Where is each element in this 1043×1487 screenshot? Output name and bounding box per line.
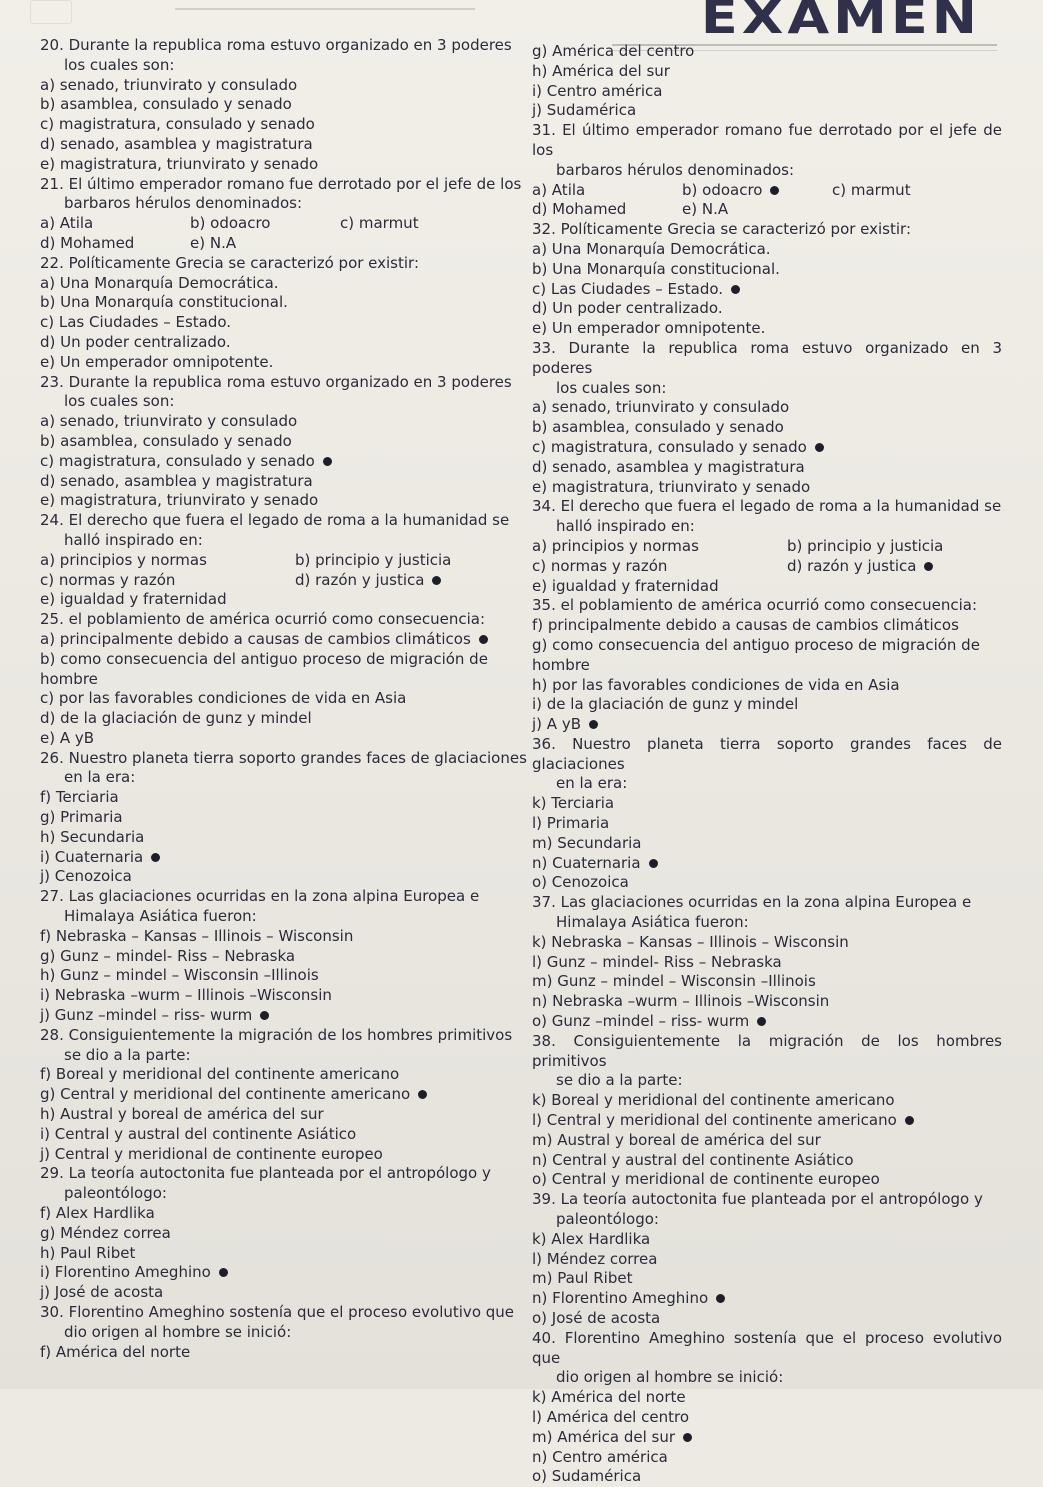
answer-mark-icon xyxy=(323,457,332,466)
answer-option[interactable]: h) Austral y boreal de américa del sur xyxy=(40,1105,324,1124)
answer-option[interactable]: b) principio y justicia xyxy=(787,536,944,555)
answer-option[interactable]: g) América del centro xyxy=(532,42,695,60)
answer-option[interactable]: e) Un emperador omnipotente. xyxy=(40,352,274,371)
answer-mark-icon xyxy=(683,1433,692,1442)
answer-option[interactable]: c) Las Ciudades – Estado. xyxy=(532,280,1002,300)
answer-mark-icon xyxy=(260,1011,269,1020)
answer-option[interactable]: m) América del sur xyxy=(532,1428,1002,1448)
left-column xyxy=(40,36,530,1362)
answer-option[interactable]: b) como consecuencia del antiguo proceso de migración de xyxy=(40,649,488,668)
answer-option[interactable]: c) magistratura, consulado y senado xyxy=(532,438,1002,458)
option-continuation[interactable]: hombre xyxy=(532,655,590,674)
question-text-cont: en la era: xyxy=(556,774,628,793)
question-q27 xyxy=(40,887,530,1026)
question-text-cont: dio origen al hombre se inició: xyxy=(556,1368,784,1387)
answer-option[interactable]: k) Boreal y meridional del continente americano xyxy=(532,1091,895,1110)
answer-mark-icon xyxy=(905,1116,914,1125)
answer-option[interactable]: k) Nebraska – Kansas – Illinois – Wisconsin xyxy=(532,932,849,951)
answer-mark-icon xyxy=(219,1268,228,1277)
answer-option[interactable]: e) magistratura, triunvirato y senado xyxy=(40,154,319,173)
question-text: 39. La teoría autoctonita fue planteada por el antropólogo y xyxy=(532,1190,983,1209)
answer-option-row xyxy=(532,557,1002,577)
answer-option[interactable]: d) razón y justica xyxy=(295,571,495,591)
answer-option[interactable]: c) magistratura, consulado y senado xyxy=(40,115,315,134)
question-text: 40. Florentino Ameghino sostenía que el proceso evolutivo que xyxy=(532,1328,1002,1367)
question-q39 xyxy=(532,1190,1002,1329)
answer-option[interactable]: d) de la glaciación de gunz y mindel xyxy=(40,709,312,728)
question-text: 33. Durante la republica roma estuvo organizado en 3 poderes xyxy=(532,338,1002,377)
answer-option[interactable]: c) Las Ciudades – Estado. xyxy=(40,313,232,332)
answer-mark-icon xyxy=(432,576,441,585)
question-text: 28. Consiguientemente la migración de los hombres primitivos xyxy=(40,1025,513,1044)
question-text-cont: los cuales son: xyxy=(556,378,667,397)
header-line xyxy=(175,8,475,20)
question-text: 35. el poblamiento de américa ocurrió como consecuencia: xyxy=(532,596,978,615)
question-text-cont: barbaros hérulos denominados: xyxy=(556,160,795,179)
answer-mark-icon xyxy=(757,1017,766,1026)
answer-option[interactable]: c) magistratura, consulado y senado xyxy=(40,452,530,472)
question-text: 29. La teoría autoctonita fue planteada por el antropólogo y xyxy=(40,1164,491,1183)
answer-option[interactable]: o) Central y meridional de continente europeo xyxy=(532,1170,880,1189)
question-q29 xyxy=(40,1164,530,1303)
question-q20 xyxy=(40,36,530,175)
answer-option[interactable]: e) magistratura, triunvirato y senado xyxy=(40,491,319,510)
answer-option[interactable]: o) José de acosta xyxy=(532,1309,661,1327)
question-q37 xyxy=(532,893,1002,1032)
answer-option[interactable]: b) Una Monarquía constitucional. xyxy=(40,293,288,312)
question-text-cont: paleontólogo: xyxy=(556,1210,659,1229)
answer-option[interactable]: d) razón y justica xyxy=(787,557,987,577)
question-q28 xyxy=(40,1026,530,1165)
question-q24 xyxy=(40,511,530,610)
answer-option[interactable]: c) marmut xyxy=(340,214,419,233)
school-logo xyxy=(30,0,72,24)
answer-option[interactable]: g) Central y meridional del continente americano xyxy=(40,1085,530,1105)
option-continuation[interactable]: hombre xyxy=(40,669,98,688)
question-q38 xyxy=(532,1032,1002,1190)
answer-option[interactable]: e) magistratura, triunvirato y senado xyxy=(532,477,811,496)
answer-option[interactable]: f) Terciaria xyxy=(40,788,119,807)
question-text: 32. Políticamente Grecia se caracterizó por existir: xyxy=(532,220,912,239)
question-q30 xyxy=(40,1303,530,1362)
question-text-cont: Himalaya Asiática fueron: xyxy=(64,907,257,926)
answer-option[interactable]: a) principios y normas xyxy=(532,536,699,555)
answer-option[interactable]: o) Sudamérica xyxy=(532,1467,642,1486)
answer-option[interactable]: m) Secundaria xyxy=(532,833,642,852)
answer-option-row xyxy=(40,214,530,234)
answer-option[interactable]: h) Paul Ribet xyxy=(40,1243,136,1262)
answer-option[interactable]: j) José de acosta xyxy=(40,1283,164,1302)
answer-mark-icon xyxy=(815,443,824,452)
answer-option[interactable]: m) Gunz – mindel – Wisconsin –Illinois xyxy=(532,972,816,991)
question-text-cont: los cuales son: xyxy=(64,392,175,411)
question-text: 24. El derecho que fuera el legado de roma a la humanidad se xyxy=(40,511,510,530)
answer-option[interactable]: b) odoacro xyxy=(682,181,832,201)
answer-option[interactable]: i) Nebraska –wurm – Illinois –Wisconsin xyxy=(40,986,332,1005)
answer-option[interactable]: d) Mohamed xyxy=(532,200,627,219)
question-q23 xyxy=(40,373,530,512)
answer-option[interactable]: j) Cenozoica xyxy=(40,867,132,886)
answer-option[interactable]: a) Atila xyxy=(532,180,586,199)
answer-option[interactable]: a) principios y normas xyxy=(40,550,207,569)
answer-option[interactable]: e) Un emperador omnipotente. xyxy=(532,319,766,338)
answer-option[interactable]: f) Nebraska – Kansas – Illinois – Wisconsin xyxy=(40,926,354,945)
answer-mark-icon xyxy=(924,562,933,571)
question-q40 xyxy=(532,1329,1002,1487)
answer-mark-icon xyxy=(418,1090,427,1099)
question-text-cont: barbaros hérulos denominados: xyxy=(64,194,303,213)
answer-option[interactable]: k) Terciaria xyxy=(532,794,615,813)
question-q21 xyxy=(40,175,530,254)
answer-option[interactable]: l) Méndez correa xyxy=(532,1249,658,1268)
answer-mark-icon xyxy=(731,285,740,294)
answer-option[interactable]: e) N.A xyxy=(682,200,729,219)
question-text-cont: se dio a la parte: xyxy=(556,1071,683,1090)
question-q20b xyxy=(532,42,1002,121)
answer-option[interactable]: e) igualdad y fraternidad xyxy=(40,590,227,609)
question-text: 26. Nuestro planeta tierra soporto grandes faces de glaciaciones xyxy=(40,748,527,767)
question-text-cont: paleontólogo: xyxy=(64,1184,167,1203)
question-text: 31. El último emperador romano fue derrotado por el jefe de los xyxy=(532,121,1002,159)
question-q22 xyxy=(40,254,530,373)
answer-option[interactable]: d) senado, asamblea y magistratura xyxy=(40,134,313,153)
answer-option[interactable]: g) Primaria xyxy=(40,808,123,827)
answer-option[interactable]: h) América del sur xyxy=(532,61,670,80)
answer-option[interactable]: h) Gunz – mindel – Wisconsin –Illinois xyxy=(40,966,319,985)
answer-option[interactable]: d) Mohamed xyxy=(40,233,135,252)
answer-option[interactable]: l) Central y meridional del continente americano xyxy=(532,1111,1002,1131)
answer-mark-icon xyxy=(649,859,658,868)
answer-option[interactable]: f) Boreal y meridional del continente americano xyxy=(40,1065,400,1084)
answer-option-row xyxy=(532,200,1002,220)
answer-option-row xyxy=(532,537,1002,557)
question-text: 21. El último emperador romano fue derrotado por el jefe de los xyxy=(40,174,522,193)
answer-mark-icon xyxy=(589,720,598,729)
question-text: 30. Florentino Ameghino sostenía que el proceso evolutivo que xyxy=(40,1303,515,1321)
answer-option[interactable]: c) normas y razón xyxy=(532,556,668,575)
question-text-cont: los cuales son: xyxy=(64,55,175,74)
answer-option[interactable]: d) Un poder centralizado. xyxy=(532,299,723,318)
answer-option[interactable]: a) Atila xyxy=(40,214,94,233)
answer-option[interactable]: k) América del norte xyxy=(532,1388,686,1407)
question-text-cont: en la era: xyxy=(64,768,136,787)
answer-option[interactable]: a) senado, triunvirato y consulado xyxy=(40,412,298,431)
answer-option[interactable]: i) Florentino Ameghino xyxy=(40,1263,530,1283)
answer-option[interactable]: i) Central y austral del continente Asiático xyxy=(40,1124,357,1143)
answer-option[interactable]: j) A yB xyxy=(532,715,1002,735)
answer-option[interactable]: m) Austral y boreal de américa del sur xyxy=(532,1130,821,1149)
answer-option[interactable]: m) Paul Ribet xyxy=(532,1269,633,1288)
answer-option[interactable]: d) Un poder centralizado. xyxy=(40,332,231,351)
answer-option[interactable]: i) Centro américa xyxy=(532,81,663,100)
question-q34 xyxy=(532,497,1002,596)
answer-option[interactable]: d) senado, asamblea y magistratura xyxy=(532,457,805,476)
answer-mark-icon xyxy=(770,186,779,195)
answer-option[interactable]: j) Gunz –mindel – riss- wurm xyxy=(40,1006,530,1026)
answer-option[interactable]: n) Florentino Ameghino xyxy=(532,1289,1002,1309)
question-text-cont: halló inspirado en: xyxy=(556,517,695,536)
answer-option[interactable]: h) por las favorables condiciones de vida en Asia xyxy=(532,675,900,694)
answer-option[interactable]: b) asamblea, consulado y senado xyxy=(40,95,292,114)
answer-option[interactable]: f) Alex Hardlika xyxy=(40,1204,155,1223)
question-text: 23. Durante la republica roma estuvo organizado en 3 poderes xyxy=(40,372,512,391)
question-q36 xyxy=(532,735,1002,893)
answer-option[interactable]: f) principalmente debido a causas de cambios climáticos xyxy=(532,616,959,635)
exam-title: EXAMEN xyxy=(700,0,981,45)
question-text: 38. Consiguientemente la migración de los hombres primitivos xyxy=(532,1031,1002,1070)
answer-option[interactable]: i) Cuaternaria xyxy=(40,848,530,868)
answer-option[interactable]: b) Una Monarquía constitucional. xyxy=(532,259,780,278)
answer-option[interactable]: g) Méndez correa xyxy=(40,1223,171,1242)
question-q35 xyxy=(532,596,1002,735)
question-text-cont: dio origen al hombre se inició: xyxy=(64,1322,292,1341)
answer-option[interactable]: l) Primaria xyxy=(532,814,610,833)
answer-option[interactable]: c) normas y razón xyxy=(40,570,176,589)
answer-option[interactable]: c) marmut xyxy=(832,180,911,199)
answer-option[interactable]: i) de la glaciación de gunz y mindel xyxy=(532,695,799,714)
right-column xyxy=(532,42,1002,1487)
answer-option-row xyxy=(40,234,530,254)
question-q26 xyxy=(40,749,530,888)
answer-mark-icon xyxy=(151,853,160,862)
answer-option[interactable]: n) Centro américa xyxy=(532,1447,668,1466)
question-text: 20. Durante la republica roma estuvo organizado en 3 poderes xyxy=(40,36,512,54)
question-text: 22. Políticamente Grecia se caracterizó por existir: xyxy=(40,253,420,272)
answer-option-row xyxy=(40,551,530,571)
answer-option[interactable]: f) América del norte xyxy=(40,1342,191,1361)
answer-option[interactable]: d) senado, asamblea y magistratura xyxy=(40,471,313,490)
answer-option-row xyxy=(532,181,1002,201)
answer-option[interactable]: c) por las favorables condiciones de vida en Asia xyxy=(40,689,407,708)
answer-option[interactable]: g) como consecuencia del antiguo proceso de migración de xyxy=(532,635,980,654)
answer-option[interactable]: l) América del centro xyxy=(532,1407,689,1426)
answer-mark-icon xyxy=(479,635,488,644)
question-q32 xyxy=(532,220,1002,339)
answer-option[interactable]: e) igualdad y fraternidad xyxy=(532,576,719,595)
question-q33 xyxy=(532,339,1002,497)
question-text: 27. Las glaciaciones ocurridas en la zona alpina Europea e xyxy=(40,887,480,906)
question-text-cont: halló inspirado en: xyxy=(64,530,203,549)
answer-option[interactable]: k) Alex Hardlika xyxy=(532,1229,651,1248)
answer-option[interactable]: n) Nebraska –wurm – Illinois –Wisconsin xyxy=(532,992,830,1011)
answer-option[interactable]: o) Cenozoica xyxy=(532,873,629,892)
answer-option[interactable]: b) odoacro xyxy=(190,214,271,233)
answer-option[interactable]: e) A yB xyxy=(40,728,95,747)
answer-option[interactable]: a) senado, triunvirato y consulado xyxy=(532,398,790,417)
answer-option[interactable]: g) Gunz – mindel- Riss – Nebraska xyxy=(40,946,296,965)
answer-option[interactable]: n) Central y austral del continente Asiático xyxy=(532,1150,854,1169)
question-text-cont: Himalaya Asiática fueron: xyxy=(556,913,749,932)
answer-option[interactable]: e) N.A xyxy=(190,233,237,252)
question-text: 36. Nuestro planeta tierra soporto grandes faces de glaciaciones xyxy=(532,734,1002,773)
answer-option-row xyxy=(40,571,530,591)
question-text-cont: se dio a la parte: xyxy=(64,1045,191,1064)
answer-option[interactable]: b) principio y justicia xyxy=(295,550,452,569)
answer-option[interactable]: l) Gunz – mindel- Riss – Nebraska xyxy=(532,952,782,971)
answer-option[interactable]: a) senado, triunvirato y consulado xyxy=(40,75,298,94)
question-text: 25. el poblamiento de américa ocurrió como consecuencia: xyxy=(40,610,486,629)
answer-option[interactable]: n) Cuaternaria xyxy=(532,854,1002,874)
answer-option[interactable]: j) Central y meridional de continente europeo xyxy=(40,1144,383,1163)
answer-mark-icon xyxy=(716,1294,725,1303)
answer-option[interactable]: a) Una Monarquía Democrática. xyxy=(532,239,771,258)
question-text: 37. Las glaciaciones ocurridas en la zona alpina Europea e xyxy=(532,893,972,912)
answer-option[interactable]: h) Secundaria xyxy=(40,827,145,846)
answer-option[interactable]: a) principalmente debido a causas de cambios climáticos xyxy=(40,630,530,650)
answer-option[interactable]: o) Gunz –mindel – riss- wurm xyxy=(532,1012,1002,1032)
answer-option[interactable]: b) asamblea, consulado y senado xyxy=(532,418,784,437)
answer-option[interactable]: b) asamblea, consulado y senado xyxy=(40,431,292,450)
question-q25 xyxy=(40,610,530,749)
answer-option[interactable]: a) Una Monarquía Democrática. xyxy=(40,273,279,292)
question-text: 34. El derecho que fuera el legado de roma a la humanidad se xyxy=(532,497,1002,516)
question-q31 xyxy=(532,121,1002,220)
answer-option[interactable]: j) Sudamérica xyxy=(532,101,637,120)
